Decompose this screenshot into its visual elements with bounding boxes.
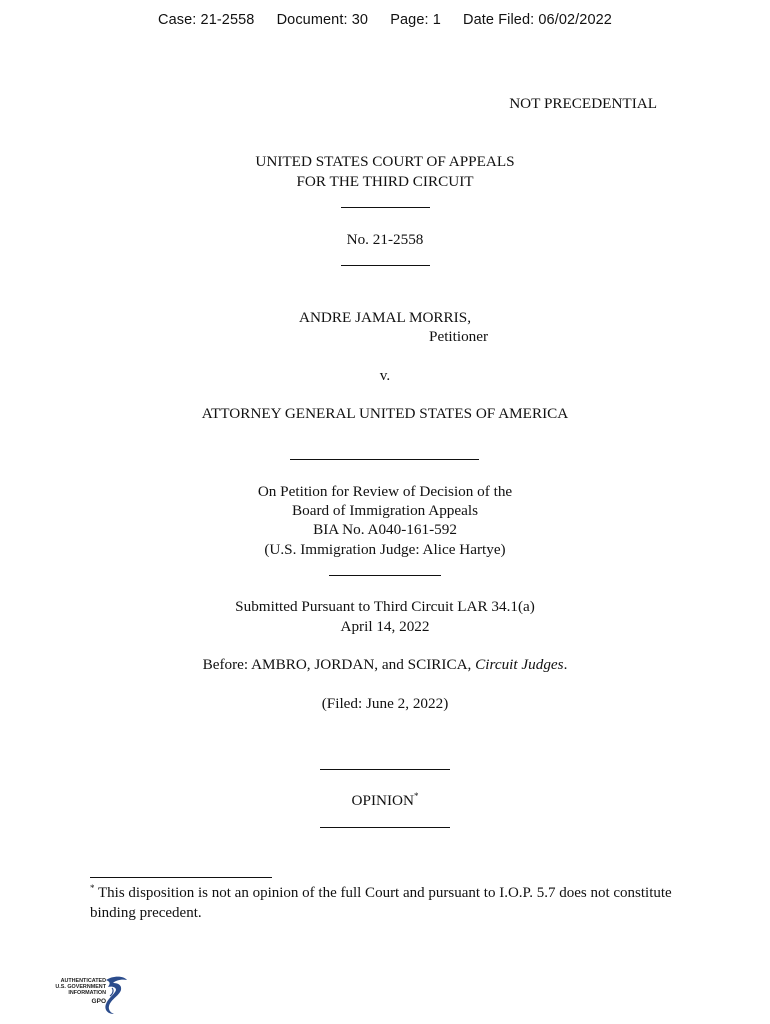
page-number: Page: 1 (390, 12, 441, 28)
divider (329, 575, 441, 576)
filed-date: (Filed: June 2, 2022) (321, 695, 449, 712)
opinion-title: OPINION (351, 792, 414, 809)
panel-prefix: Before: AMBRO, JORDAN, and SCIRICA, (202, 656, 472, 673)
logo-line2: U.S. GOVERNMENT (55, 984, 106, 991)
logo-gpo-mark: GPO (91, 998, 106, 1005)
petition-line2: Board of Immigration Appeals (291, 502, 478, 519)
petitioner-name: ANDRE JAMAL MORRIS, (298, 309, 471, 326)
panel-suffix: . (563, 656, 568, 673)
divider (320, 769, 450, 770)
versus: v. (379, 367, 391, 384)
footnote-marker: * (90, 883, 95, 893)
filing-header (0, 12, 770, 28)
divider (341, 265, 430, 266)
logo-line1: AUTHENTICATED (60, 978, 106, 984)
eagle-icon (102, 974, 130, 1016)
footnote-ref: * (413, 791, 419, 801)
court-name-line2: FOR THE THIRD CIRCUIT (296, 173, 474, 190)
docket-number: No. 21-2558 (346, 231, 424, 248)
divider (290, 459, 479, 460)
precedential-status: NOT PRECEDENTIAL (509, 95, 657, 112)
logo-text (44, 978, 106, 997)
petitioner-role: Petitioner (429, 328, 489, 345)
opinion-heading (0, 791, 770, 811)
bia-number: BIA No. A040-161-592 (313, 521, 457, 538)
respondent-name: ATTORNEY GENERAL UNITED STATES OF AMERICA (201, 405, 569, 422)
submission-date: April 14, 2022 (340, 618, 430, 635)
panel-judges (0, 655, 770, 675)
case-number: Case: 21-2558 (158, 12, 255, 28)
footnote-rule (90, 877, 272, 878)
footnote-text: This disposition is not an opinion of the full Court and pursuant to I.O.P. 5.7 does not constitute binding precedent. (90, 885, 672, 921)
panel-title: Circuit Judges (475, 656, 564, 673)
submission-line: Submitted Pursuant to Third Circuit LAR 34.1(a) (235, 598, 535, 615)
logo-line3: INFORMATION (68, 990, 106, 997)
divider (320, 827, 450, 828)
petition-line1: On Petition for Review of Decision of the (257, 483, 513, 500)
divider (341, 207, 430, 208)
date-filed: Date Filed: 06/02/2022 (463, 12, 612, 28)
document-number: Document: 30 (276, 12, 369, 28)
immigration-judge: (U.S. Immigration Judge: Alice Hartye) (264, 541, 506, 558)
footnote (90, 884, 680, 923)
court-name-line1: UNITED STATES COURT OF APPEALS (255, 153, 515, 170)
gpo-authentication-logo (44, 972, 144, 1016)
